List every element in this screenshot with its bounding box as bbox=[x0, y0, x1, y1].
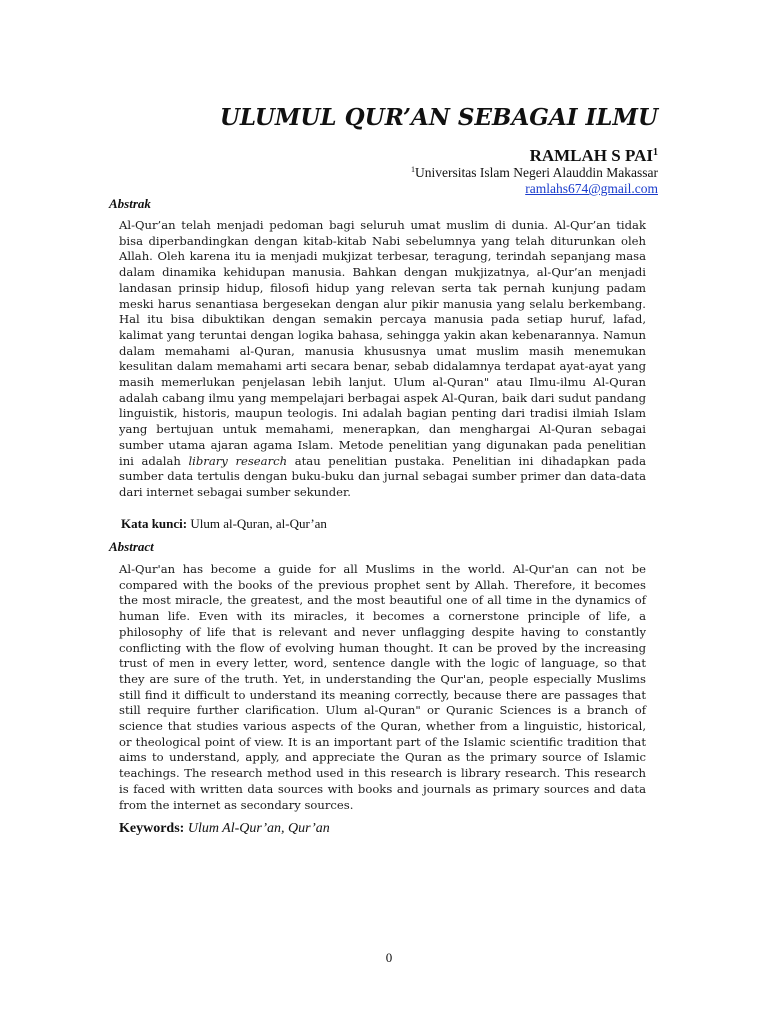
keywords-value-en: Ulum Al-Qur’an, Qur’an bbox=[184, 821, 330, 836]
keywords-label-id: Kata kunci: bbox=[121, 516, 188, 531]
abstrak-text-part1: Al-Qur’an telah menjadi pedoman bagi seluruh umat muslim di dunia. Al-Qur’an tidak bisa diperbandingkan dengan kitab-kitab Nabi sebelumnya yang telah diturunkan oleh Allah. Oleh karena itu ia menjadi mukjizat terbesar, teragung, terindah sepanjang masa dalam dinamika kehidupan manusia. Bahkan dengan mukjizatnya, al-Qur’an menjadi landasan prinsip hidup, filosofi hidup yang relevan serta tak pernah kunjung padam meski harus senantiasa bergesekan dengan alur pikir manusia yang selalu berkembang. Hal itu bisa dibuktikan dengan semakin percaya manusia pada setiap huruf, lafad, kalimat yang teruntai dengan logika bahasa, sehingga yakin akan kebenarannya. Namun dalam memahami al-Quran, manusia khususnya umat muslim masih menemukan kesulitan dalam memahami arti secara benar, sebab didalamnya terdapat ayat-ayat yang masih memerlukan penjelasan lebih lanjut. Ulum al-Quran" atau Ilmu-ilmu Al-Quran adalah cabang ilmu yang mempelajari berbagai aspek Al-Quran, baik dari sudut pandang linguistik, historis, maupun teologis. Ini adalah bagian penting dari tradisi ilmiah Islam yang bertujuan untuk memahami, menerapkan, dan menghargai Al-Quran sebagai sumber utama ajaran agama Islam. Metode penelitian yang digunakan pada penelitian ini adalah bbox=[119, 218, 646, 468]
author-name-text: RAMLAH S PAI bbox=[529, 146, 653, 165]
abstrak-keywords bbox=[121, 516, 327, 532]
keywords-label-en: Keywords: bbox=[119, 821, 185, 836]
author-email-link[interactable]: ramlahs674@gmail.com bbox=[525, 181, 658, 196]
author-superscript: 1 bbox=[653, 147, 658, 158]
paper-title: ULUMUL QUR’AN SEBAGAI ILMU bbox=[219, 104, 658, 131]
author-affiliation bbox=[411, 165, 658, 181]
abstract-keywords bbox=[119, 821, 330, 837]
abstrak-heading: Abstrak bbox=[109, 196, 151, 211]
abstrak-italic-term: library research bbox=[188, 453, 288, 468]
affiliation-superscript: 1 bbox=[411, 165, 416, 174]
keywords-value-id: Ulum al-Quran, al-Qur’an bbox=[187, 516, 327, 531]
abstract-heading: Abstract bbox=[109, 539, 154, 554]
abstract-paragraph: Al-Qur'an has become a guide for all Muslims in the world. Al-Qur'an can not be compared with the books of the previous prophet sent by Allah. Therefore, it becomes the most miracle, the greatest, and the most beautiful one of all time in the dynamics of human life. Even with its miracles, it becomes a cornerstone principle of life, a philosophy of life that is relevant and never unflagging despite having to constantly conflicting with the flow of evolving human thought. It can be proved by the increasing trust of men in every letter, word, sentence dangle with the logic of language, so that they are sure of the truth. Yet, in understanding the Qur'an, people especially Muslims still find it difficult to understand its meaning correctly, because there are passages that still require further clarification. Ulum al-Quran" or Quranic Sciences is a branch of science that studies various aspects of the Quran, whether from a linguistic, historical, or theological point of view. It is an important part of the Islamic scientific tradition that aims to understand, apply, and appreciate the Quran as the primary source of Islamic teachings. The research method used in this research is library research. This research is faced with written data sources with books and journals as primary sources and data from the internet as secondary sources. bbox=[119, 562, 646, 812]
page-number: 0 bbox=[385, 950, 393, 965]
abstrak-text-part2: atau penelitian pustaka. Penelitian ini dihadapkan pada sumber data tertulis dengan buku-buku dan jurnal sebagai sumber primer dan data-data dari internet sebagai sumber sekunder. bbox=[119, 453, 647, 499]
affiliation-text: Universitas Islam Negeri Alauddin Makassar bbox=[415, 165, 658, 180]
abstrak-paragraph bbox=[119, 218, 646, 501]
author-name bbox=[530, 146, 658, 166]
